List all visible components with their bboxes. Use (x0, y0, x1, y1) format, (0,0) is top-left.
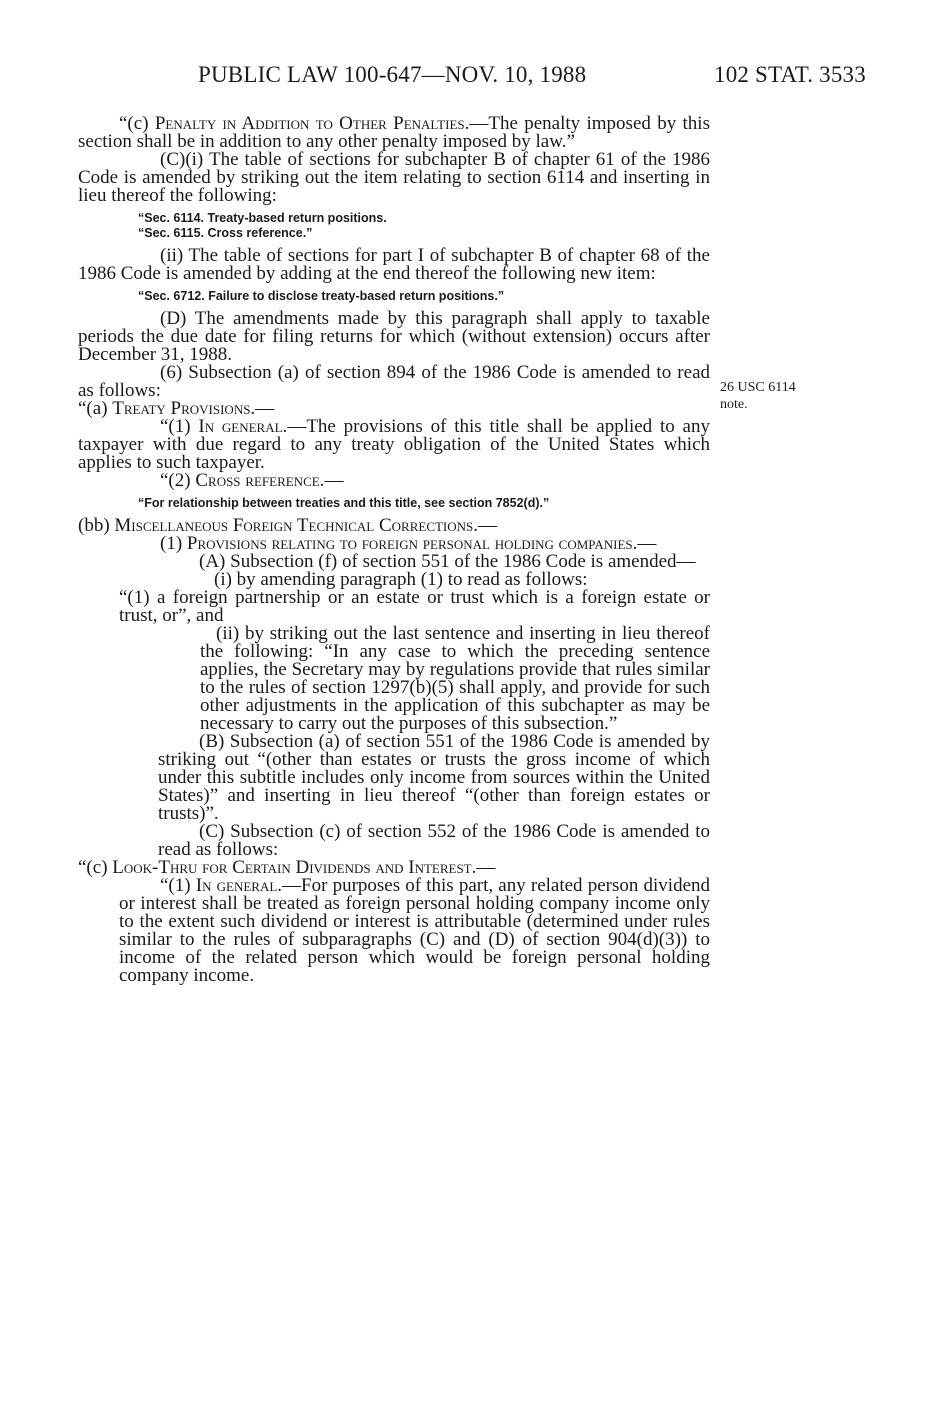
para-bb-1-A: (A) Subsection (f) of section 551 of the 1986 Code is amended— (199, 551, 696, 572)
heading-fphc-provisions: Provisions relating to foreign personal holding companies. (186, 533, 638, 554)
heading-in-general: In general. (198, 416, 288, 437)
table-item: “For relationship between treaties and this title, see section 7852(d).” (138, 496, 550, 510)
para-C-i: (C)(i) The table of sections for subchapter B of chapter 61 of the 1986 Code is amended by striking out the item relating to section 6114 and inserting in lieu thereof the following: (78, 149, 710, 206)
para-a-2: “(2) Cross reference.— (160, 470, 344, 491)
para-D: (D) The amendments made by this paragraph shall apply to taxable periods the due date for filing returns for which (without extension) occurs after December 31, 1988. (78, 308, 710, 365)
statute-page-number: 102 STAT. 3533 (714, 62, 866, 87)
para-c-penalty: “(c) Penalty in Addition to Other Penalties.—The penalty imposed by this section shall be in addition to any other penalty imposed by law.” (78, 113, 710, 152)
margin-note-label: note. (720, 397, 748, 412)
para-bb-1: (1) Provisions relating to foreign personal holding companies.— (160, 533, 657, 554)
cross-reference-note (138, 496, 710, 511)
para-bb-1-A-ii: (ii) by striking out the last sentence and inserting in lieu thereof the following: “In any case to which the preceding sentence applies, the Secretary may by regulations provide that rules similar to the rules of section 1297(b)(5) shall apply, and provide for such other adjustments in the application of this subchapter as may be necessary to carry out the purposes of this subsection.” (200, 623, 710, 734)
para-lookthru-1: “(1) In general.—For purposes of this part, any related person dividend or interest shall be treated as foreign personal holding company income only to the extent such dividend or interest is attributable (determined under rules similar to the rules of subparagraphs (C) and (D) of section 904(d)(3)) to income of the related person which would be foreign personal holding company income. (119, 875, 711, 986)
table-of-sections-1 (138, 211, 710, 241)
table-of-sections-2 (138, 289, 710, 304)
body-column (78, 115, 710, 985)
heading-misc-foreign-corrections: Miscellaneous Foreign Technical Corrections. (114, 515, 479, 536)
para-a-1: “(1) In general.—The provisions of this title shall be applied to any taxpayer with due regard to any treaty obligation of the United States which applies to such taxpayer. (78, 416, 710, 473)
quote-para-1: “(1) a foreign partnership or an estate or trust which is a foreign estate or trust, or”, and (119, 587, 710, 626)
para-bb-heading: (bb) Miscellaneous Foreign Technical Corrections.— (78, 515, 498, 536)
para-bb-1-C: (C) Subsection (c) of section 552 of the 1986 Code is amended to read as follows: (158, 821, 710, 860)
para-bb-1-B: (B) Subsection (a) of section 551 of the 1986 Code is amended by striking out “(other than estates or trusts the gross income of which under this subtitle includes only income from sources within the United States)” and inserting in lieu thereof “(other than foreign estates or trusts)”. (158, 731, 710, 824)
para-a-heading: “(a) Treaty Provisions.— (78, 398, 275, 419)
para-C-ii: (ii) The table of sections for part I of subchapter B of chapter 68 of the 1986 Code is amended by adding at the end thereof the following new item: (78, 245, 710, 284)
para-bb-1-A-i: (i) by amending paragraph (1) to read as follows: (214, 569, 588, 590)
heading-penalty: Penalty in Addition to Other Penalties. (154, 113, 470, 134)
margin-note (720, 379, 796, 413)
heading-treaty-provisions: Treaty Provisions. (112, 398, 256, 419)
table-item: “Sec. 6115. Cross reference.” (138, 226, 313, 240)
table-item: “Sec. 6712. Failure to disclose treaty-based return positions.” (138, 289, 505, 303)
margin-note-citation: 26 USC 6114 (720, 380, 796, 395)
heading-cross-reference: Cross reference. (195, 470, 325, 491)
heading-in-general-2: In general. (195, 875, 283, 896)
para-lookthru-heading: “(c) Look-Thru for Certain Dividends and Interest.— (78, 857, 496, 878)
heading-look-thru: Look-Thru for Certain Dividends and Interest. (112, 857, 477, 878)
table-item: “Sec. 6114. Treaty-based return positions. (138, 211, 387, 225)
running-header-title: PUBLIC LAW 100-647—NOV. 10, 1988 (198, 62, 587, 87)
para-6: (6) Subsection (a) of section 894 of the 1986 Code is amended to read as follows: (78, 362, 710, 401)
